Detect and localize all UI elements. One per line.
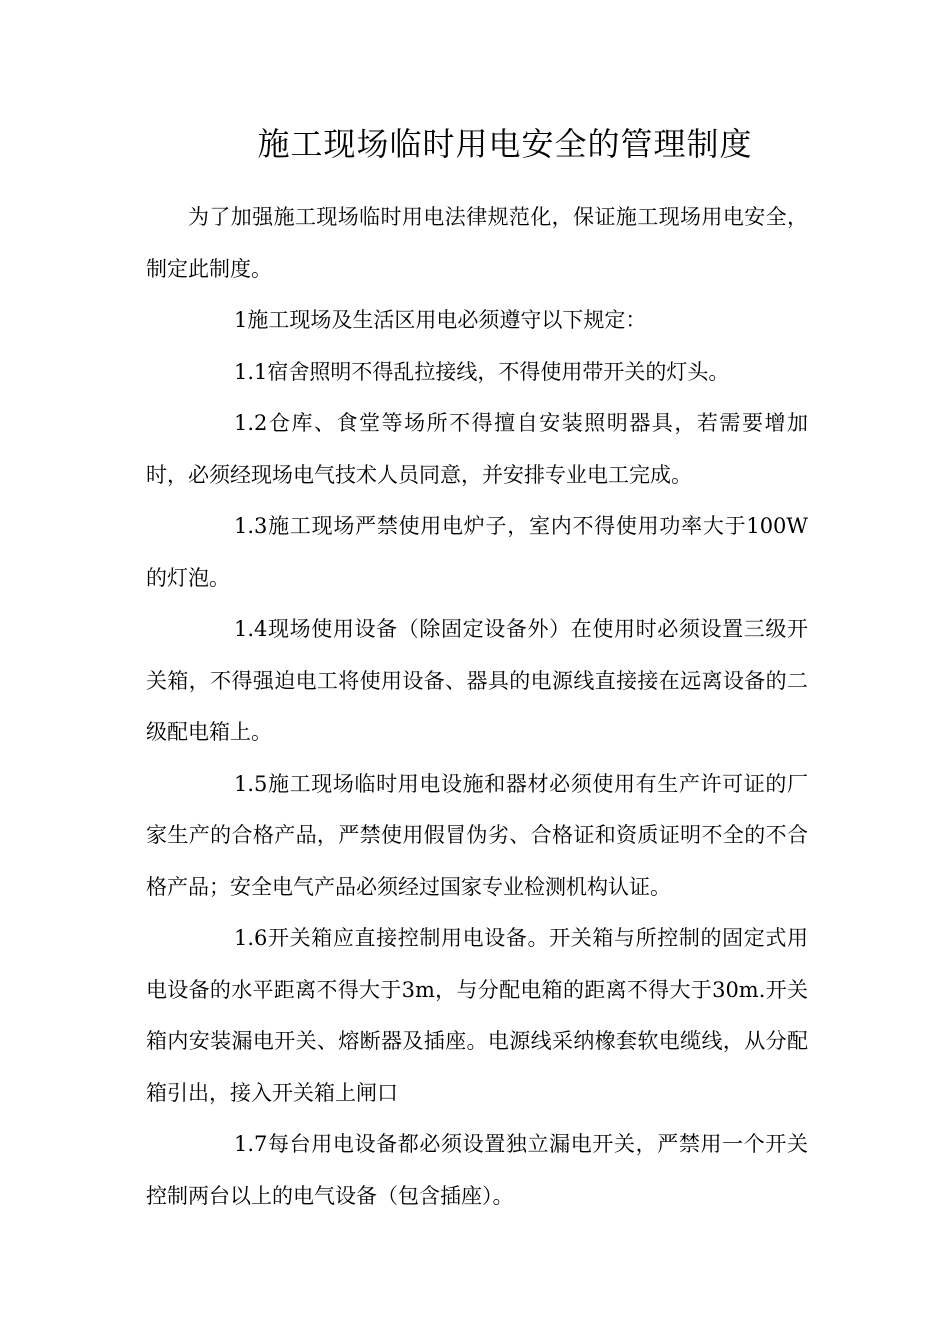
paragraph-intro: 为了加强施工现场临时用电法律规范化，保证施工现场用电安全，制定此制度。	[146, 205, 808, 281]
paragraph-1-4: 1.4现场使用设备（除固定设备外）在使用时必须设置三级开关箱，不得强迫电工将使用设备、器具的电源线直接接在远离设备的二级配电箱上。	[146, 617, 808, 744]
paragraph-1-1: 1.1宿舍照明不得乱拉接线，不得使用带开关的灯头。	[234, 359, 730, 384]
paragraph-section-1: 1施工现场及生活区用电必须遵守以下规定：	[234, 308, 647, 332]
paragraph-1-7: 1.7每台用电设备都必须设置独立漏电开关，严禁用一个开关控制两台以上的电气设备（包含插座）。	[146, 1132, 808, 1208]
paragraph-1-5: 1.5施工现场临时用电设施和器材必须使用有生产许可证的厂家生产的合格产品，严禁使用假冒伪劣、合格证和资质证明不全的不合格产品；安全电气产品必须经过国家专业检测机构认证。	[146, 771, 808, 899]
document-title: 施工现场临时用电安全的管理制度	[257, 125, 753, 163]
document-body	[146, 192, 808, 1222]
paragraph-1-3: 1.3施工现场严禁使用电炉子，室内不得使用功率大于100W的灯泡。	[146, 514, 808, 590]
paragraph-1-6: 1.6开关箱应直接控制用电设备。开关箱与所控制的固定式用电设备的水平距离不得大于3m，与分配电箱的距离不得大于30m.开关箱内安装漏电开关、熔断器及插座。电源线采纳橡套软电缆线，从分配箱引出，接入开关箱上闸口	[146, 926, 808, 1105]
paragraph-1-2: 1.2仓库、食堂等场所不得擅自安装照明器具，若需要增加时，必须经现场电气技术人员同意，并安排专业电工完成。	[146, 411, 808, 487]
